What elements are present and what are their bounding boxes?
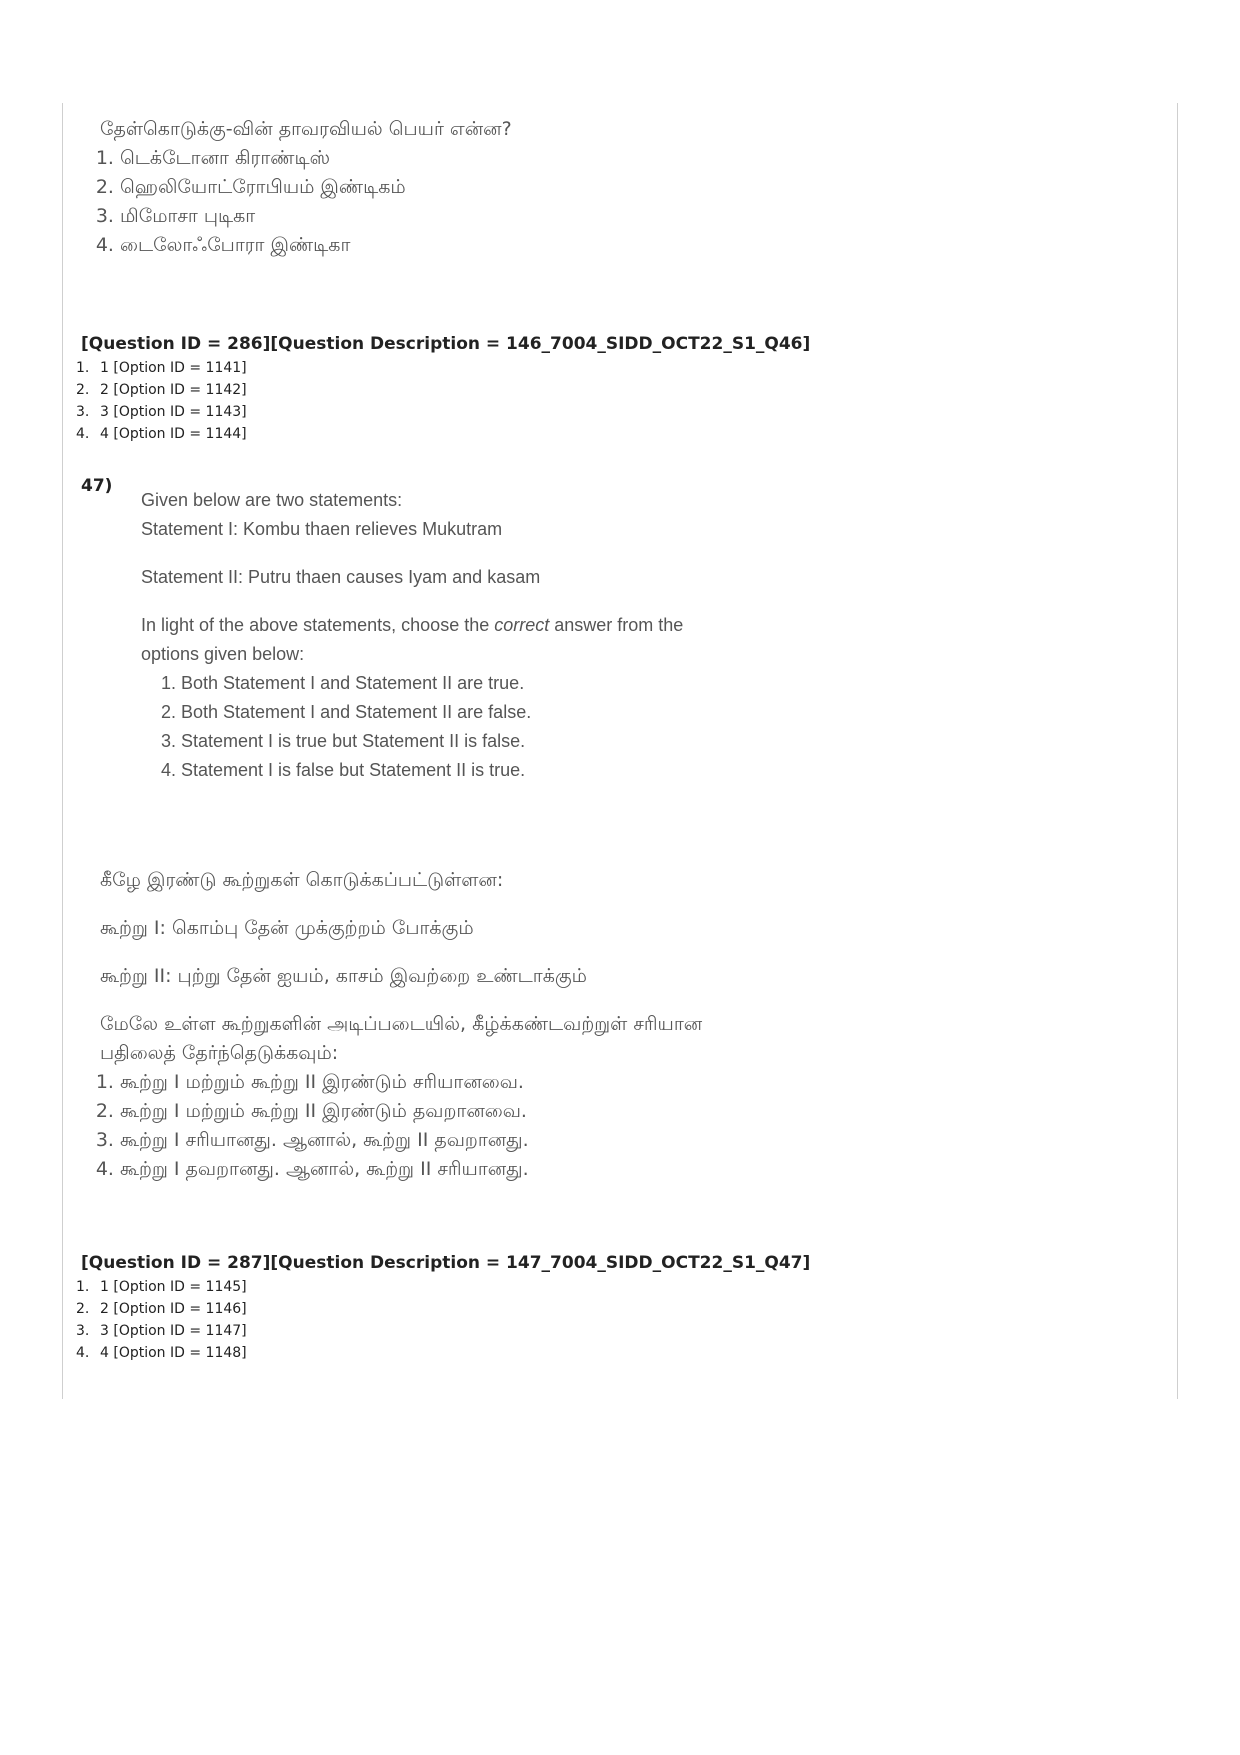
q46-tamil-option: 4. டைலோஃபோரா இண்டிகா <box>120 231 512 260</box>
option-id-item: 3. 3 [Option ID = 1143] <box>76 404 247 420</box>
q47-tamil-option: 4. கூற்று I தவறானது. ஆனால், கூற்று II சரியானது. <box>120 1155 780 1184</box>
q47-tamil-statement-2: கூற்று II: புற்று தேன் ஐயம், காசம் இவற்றை உண்டாக்கும் <box>100 965 587 987</box>
q47-statement-2: Statement II: Putru thaen causes Iyam and kasam <box>141 567 541 587</box>
q46-tamil-option: 2. ஹெலியோட்ரோபியம் இண்டிகம் <box>120 173 512 202</box>
q47-id-header: [Question ID = 287][Question Description = 147_7004_SIDD_OCT22_S1_Q47] <box>81 1253 811 1273</box>
q46-option-id-list <box>76 357 247 445</box>
q47-tamil-option: 3. கூற்று I சரியானது. ஆனால், கூற்று II தவறானது. <box>120 1126 780 1155</box>
option-id-item: 1. 1 [Option ID = 1141] <box>76 360 247 376</box>
q47-number: 47) <box>81 476 113 496</box>
option-id-item: 3. 3 [Option ID = 1147] <box>76 1323 247 1339</box>
q47-option: 2. Both Statement I and Statement II are false. <box>181 698 741 727</box>
option-id-item: 2. 2 [Option ID = 1142] <box>76 382 247 398</box>
option-id-item: 4. 4 [Option ID = 1148] <box>76 1345 247 1361</box>
q47-instruction: In light of the above statements, choose the correct answer from the options given below: <box>141 615 684 664</box>
q47-tamil-statement-1: கூற்று I: கொம்பு தேன் முக்குற்றம் போக்கும் <box>100 917 474 939</box>
q46-tamil-question: தேள்கொடுக்கு-வின் தாவரவியல் பெயர் என்ன? <box>100 118 512 140</box>
q47-option-id-list <box>76 1276 247 1364</box>
q47-option: 1. Both Statement I and Statement II are true. <box>181 669 741 698</box>
q47-tamil-block <box>100 866 780 1184</box>
option-id-item: 4. 4 [Option ID = 1144] <box>76 426 247 442</box>
q47-option: 4. Statement I is false but Statement II is true. <box>181 756 741 785</box>
q47-statement-1: Statement I: Kombu thaen relieves Mukutram <box>141 519 503 539</box>
q46-id-header: [Question ID = 286][Question Description = 146_7004_SIDD_OCT22_S1_Q46] <box>81 334 811 354</box>
q47-english-block <box>141 486 741 785</box>
q46-tamil-option: 1. டெக்டோனா கிராண்டிஸ் <box>120 144 512 173</box>
option-id-item: 2. 2 [Option ID = 1146] <box>76 1301 247 1317</box>
q47-tamil-option: 2. கூற்று I மற்றும் கூற்று II இரண்டும் தவறானவை. <box>120 1097 780 1126</box>
option-id-item: 1. 1 [Option ID = 1145] <box>76 1279 247 1295</box>
q47-tamil-instruction: மேலே உள்ள கூற்றுகளின் அடிப்படையில், கீழ்க்கண்டவற்றுள் சரியான பதிலைத் தேர்ந்தெடுக்கவும்: <box>100 1013 703 1064</box>
q46-tamil-block <box>100 115 512 260</box>
q47-tamil-option: 1. கூற்று I மற்றும் கூற்று II இரண்டும் சரியானவை. <box>120 1068 780 1097</box>
q47-tamil-intro: கீழே இரண்டு கூற்றுகள் கொடுக்கப்பட்டுள்ளன: <box>100 869 504 891</box>
q47-intro: Given below are two statements: <box>141 490 403 510</box>
q47-option: 3. Statement I is true but Statement II is false. <box>181 727 741 756</box>
q46-tamil-option: 3. மிமோசா புடிகா <box>120 202 512 231</box>
